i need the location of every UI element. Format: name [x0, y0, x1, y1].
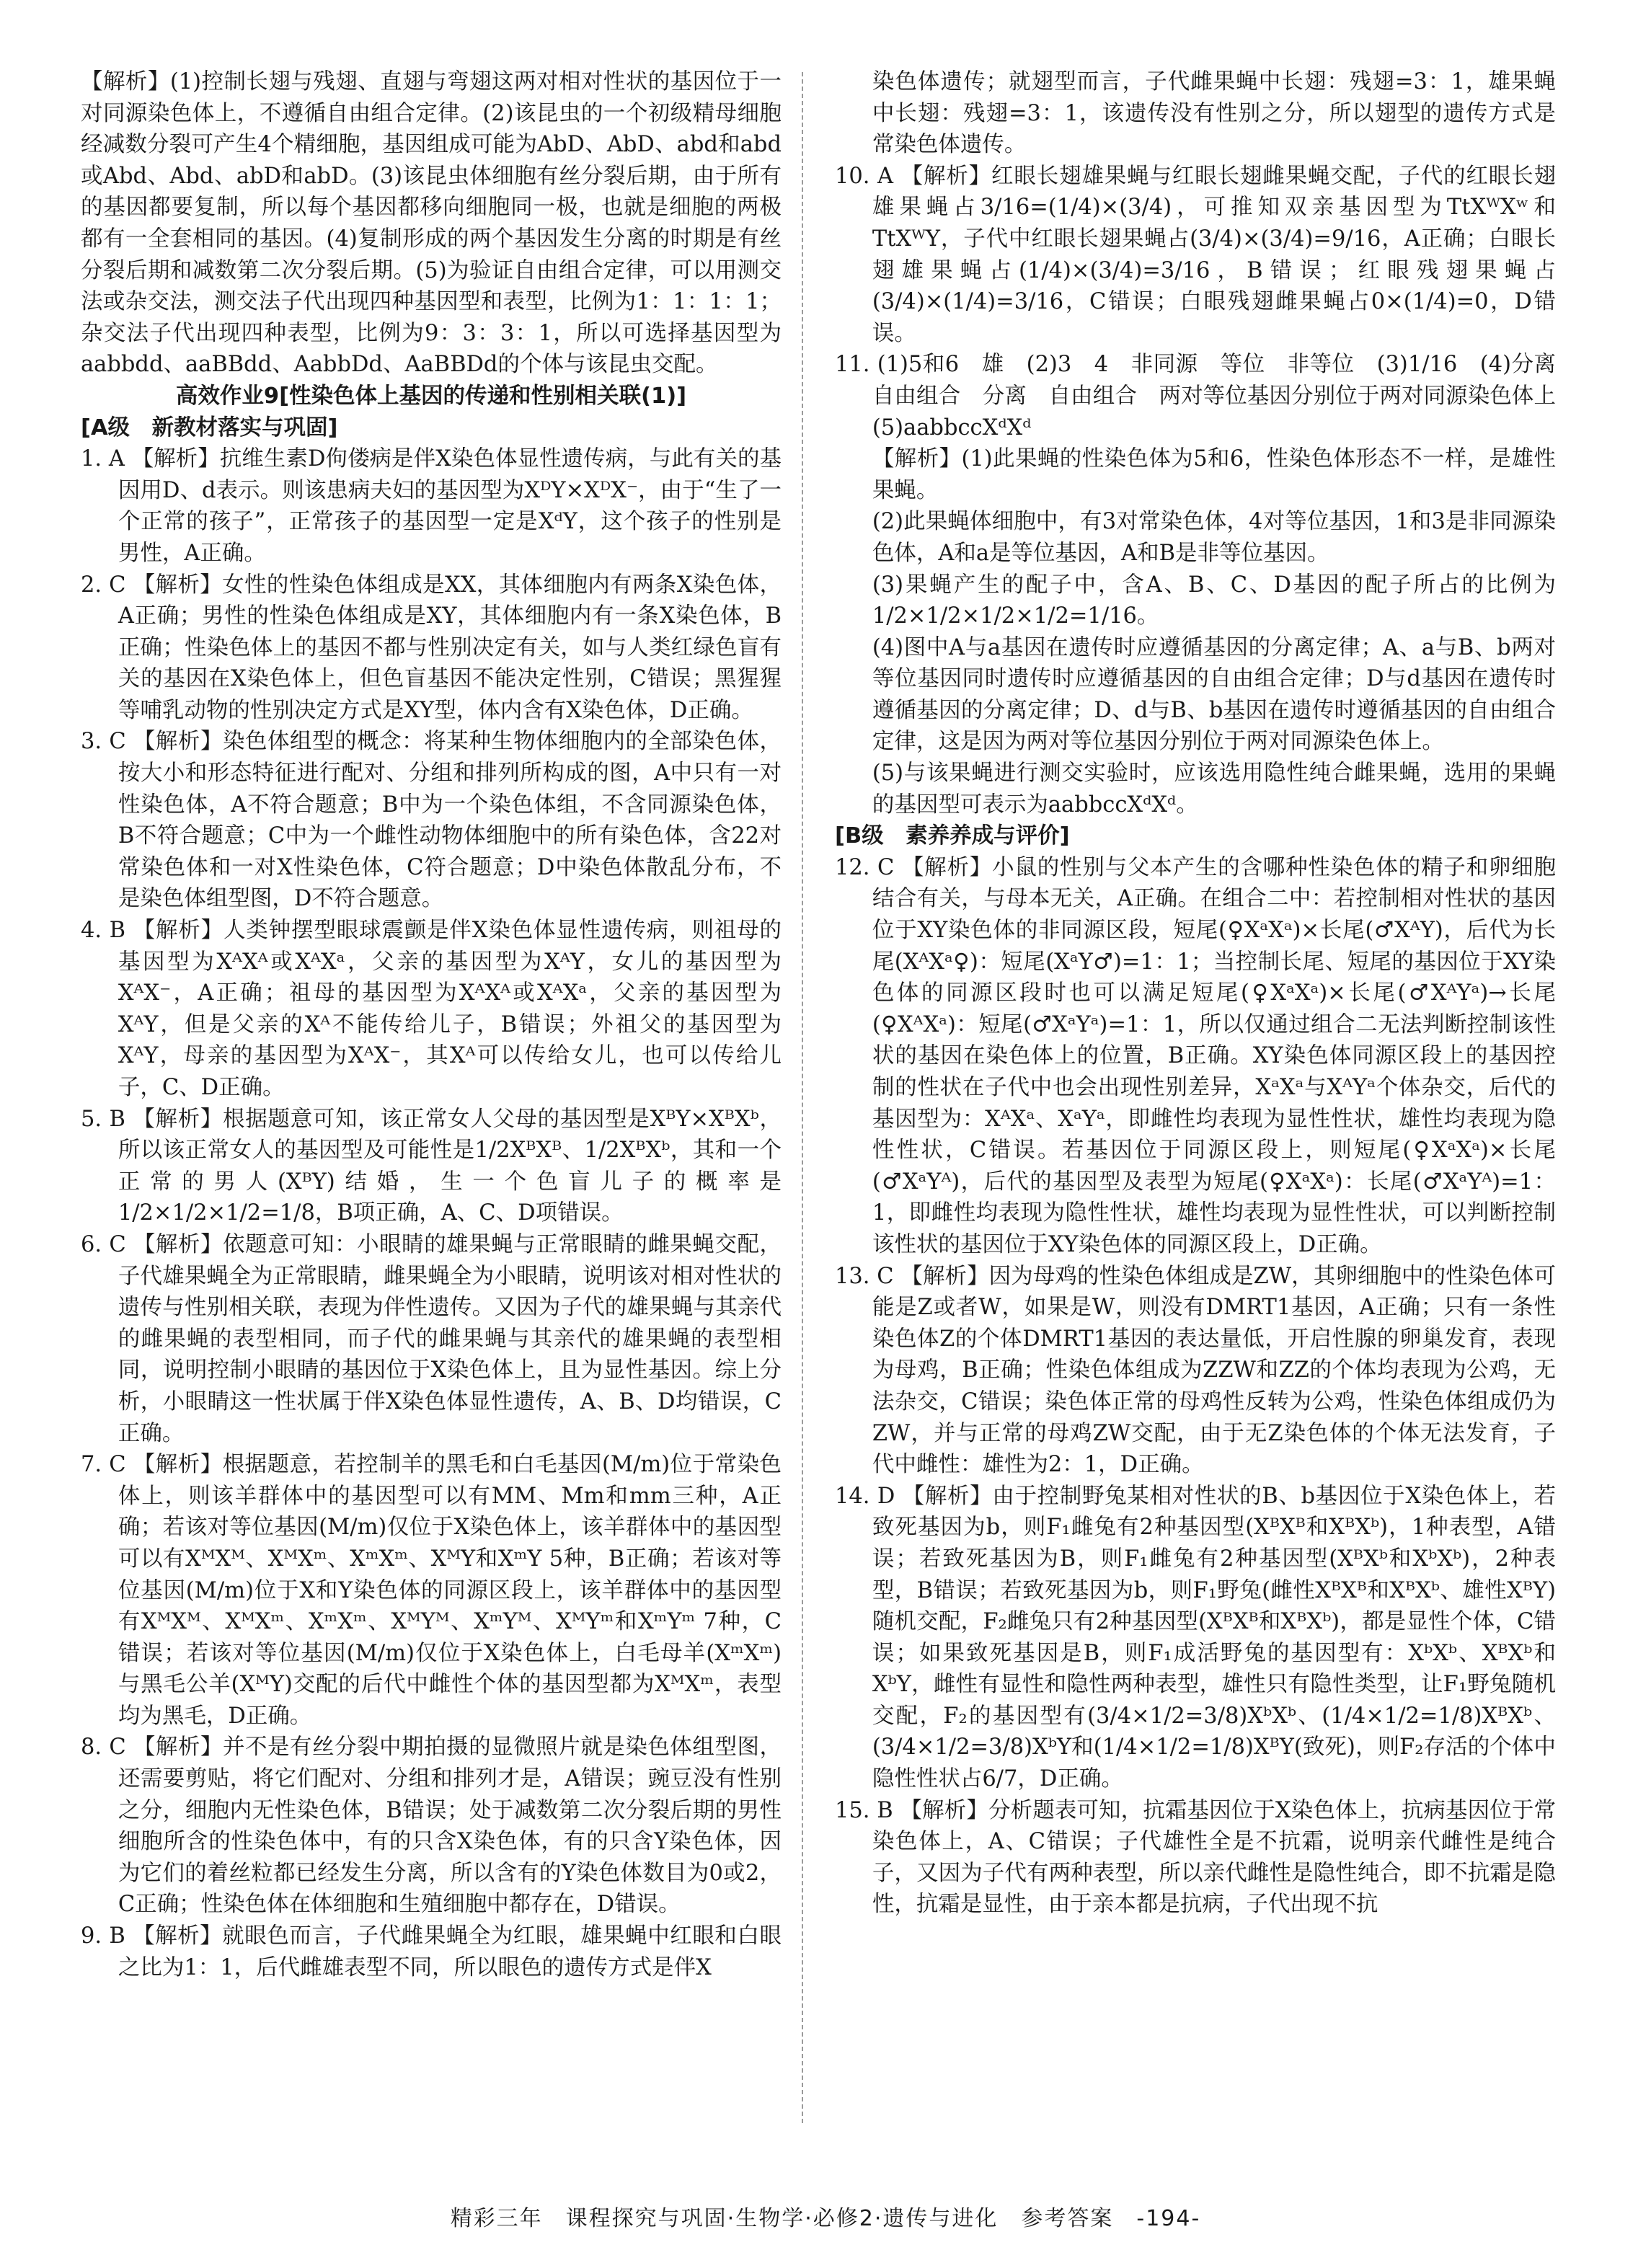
level-b-heading: [B级 素养养成与评价] — [835, 823, 1070, 849]
answer-11-analysis-3: (3)果蝇产生的配子中，含A、B、C、D基因的配子所占的比例为1/2×1/2×1/2×1/2=1/16。 — [872, 572, 1556, 629]
answer-15: 15. B 【解析】分析题表可知，抗霜基因位于X染色体上，抗病基因位于常染色体上，A、C错误；子代雄性全是不抗霜，说明亲代雌性是纯合子，又因为子代有两种表型，所以亲代雌性是隐性纯合，即不抗霜是隐性，抗霜是显性，由于亲本都是抗病，子代出现不抗 — [835, 1797, 1556, 1918]
level-a-heading: [A级 新教材落实与巩固] — [81, 415, 338, 440]
page-footer: 精彩三年 课程探究与巩固·生物学·必修2·遗传与进化 参考答案 -194- — [450, 2206, 1201, 2231]
left-column — [81, 66, 782, 1983]
answer-9: 9. B 【解析】就眼色而言，子代雌果蝇全为红眼，雄果蝇中红眼和白眼之比为1：1，后代雌雄表型不同，所以眼色的遗传方式是伴X — [81, 1923, 782, 1980]
answer-11-analysis-5: (5)与该果蝇进行测交实验时，应该选用隐性纯合雌果蝇，选用的果蝇的基因型可表示为aabbccXᵈXᵈ。 — [872, 761, 1556, 818]
section-title: 高效作业9[性染色体上基因的传递和性别相关联(1)] — [175, 383, 687, 409]
answer-6: 6. C 【解析】依题意可知：小眼睛的雄果蝇与正常眼睛的雌果蝇交配，子代雄果蝇全为正常眼睛，雌果蝇全为小眼睛，说明该对相对性状的遗传与性别相关联，表现为伴性遗传。又因为子代的雄果蝇与其亲代的雌果蝇的表型相同，而子代的雌果蝇与其亲代的雄果蝇的表型相同，说明控制小眼睛的基因位于X染色体上，且为显性基因。综上分析，小眼睛这一性状属于伴X染色体显性遗传，A、B、D均错误，C正确。 — [81, 1231, 782, 1446]
answer-3: 3. C 【解析】染色体组型的概念：将某种生物体细胞内的全部染色体，按大小和形态特征进行配对、分组和排列所构成的图，A中只有一对性染色体，A不符合题意；B中为一个染色体组，不含同源染色体，B不符合题意；C中为一个雌性动物体细胞中的所有染色体，含22对常染色体和一对X性染色体，C符合题意；D中染色体散乱分布，不是染色体组型图，D不符合题意。 — [81, 729, 782, 912]
answer-9-continued: 染色体遗传；就翅型而言，子代雌果蝇中长翅：残翅=3：1，雄果蝇中长翅：残翅=3：1，该遗传没有性别之分，所以翅型的遗传方式是常染色体遗传。 — [872, 69, 1556, 158]
column-divider — [802, 72, 803, 2123]
answer-12: 12. C 【解析】小鼠的性别与父本产生的含哪种性染色体的精子和卵细胞结合有关，与母本无关，A正确。在组合二中：若控制相对性状的基因位于XY染色体的非同源区段，短尾(♀XᵃXᵃ)×长尾(♂XᴬY)，后代为长尾(XᴬXᵃ♀)：短尾(XᵃY♂)=1：1；当控制长尾、短尾的基因位于XY染色体的同源区段时也可以满足短尾(♀XᵃXᵃ)×长尾(♂XᴬYᵃ)→长尾(♀XᴬXᵃ)：短尾(♂XᵃYᵃ)=1：1，所以仅通过组合二无法判断控制该性状的基因在染色体上的位置，B正确。XY染色体同源区段上的基因控制的性状在子代中也会出现性别差异，XᵃXᵃ与XᴬYᵃ个体杂交，后代的基因型为：XᴬXᵃ、XᵃYᵃ，即雌性均表现为显性性状，雄性均表现为隐性性状，C错误。若基因位于同源区段上，则短尾(♀XᵃXᵃ)×长尾(♂XᵃYᴬ)，后代的基因型及表型为短尾(♀XᵃXᵃ)：长尾(♂XᵃYᴬ)=1：1，即雌性均表现为隐性性状，雄性均表现为显性性状，可以判断控制该性状的基因位于XY染色体的同源区段上，D正确。 — [835, 854, 1556, 1257]
answer-2: 2. C 【解析】女性的性染色体组成是XX，其体细胞内有两条X染色体，A正确；男性的性染色体组成是XY，其体细胞内有一条X染色体，B正确；性染色体上的基因不都与性别决定有关，如与人类红绿色盲有关的基因在X染色体上，但色盲基因不能决定性别，C错误；黑猩猩等哺乳动物的性别决定方式是XY型，体内含有X染色体，D正确。 — [81, 572, 782, 723]
answer-8: 8. C 【解析】并不是有丝分裂中期拍摄的显微照片就是染色体组型图，还需要剪贴，将它们配对、分组和排列才是，A错误；豌豆没有性别之分，细胞内无性染色体，B错误；处于减数第二次分裂后期的男性细胞所含的性染色体中，有的只含X染色体，有的只含Y染色体，因为它们的着丝粒都已经发生分离，所以含有的Y染色体数目为0或2，C正确；性染色体在体细胞和生殖细胞中都存在，D错误。 — [81, 1735, 782, 1918]
answer-5: 5. B 【解析】根据题意可知，该正常女人父母的基因型是XᴮY×XᴮXᵇ，所以该正常女人的基因型及可能性是1/2XᴮXᴮ、1/2XᴮXᵇ，其和一个正常的男人(XᴮY)结婚，生一个色盲儿子的概率是1/2×1/2×1/2=1/8，B项正确，A、C、D项错误。 — [81, 1106, 782, 1226]
answer-10: 10. A 【解析】红眼长翅雄果蝇与红眼长翅雌果蝇交配，子代的红眼长翅雄果蝇占3/16=(1/4)×(3/4)，可推知双亲基因型为TtXᵂXʷ和TtXᵂY，子代中红眼长翅果蝇占(3/4)×(3/4)=9/16，A正确；白眼长翅雄果蝇占(1/4)×(3/4)=3/16，B错误；红眼残翅果蝇占(3/4)×(1/4)=3/16，C错误；白眼残翅雌果蝇占0×(1/4)=0，D错误。 — [835, 163, 1556, 346]
answer-11-analysis-1: 【解析】(1)此果蝇的性染色体为5和6，性染色体形态不一样，是雄性果蝇。 — [872, 446, 1556, 503]
right-column — [835, 66, 1578, 1921]
answer-13: 13. C 【解析】因为母鸡的性染色体组成是ZW，其卵细胞中的性染色体可能是Z或者W，如果是W，则没有DMRT1基因，A正确；只有一条性染色体Z的个体DMRT1基因的表达量低，开启性腺的卵巢发育，表现为母鸡，B正确；性染色体组成为ZZW和ZZ的个体均表现为公鸡，无法杂交，C错误；染色体正常的母鸡性反转为公鸡，性染色体组成仍为ZW，并与正常的母鸡ZW交配，由于无Z染色体的个体无法发育，子代中雌性：雄性为2：1，D正确。 — [835, 1263, 1556, 1478]
answer-4: 4. B 【解析】人类钟摆型眼球震颤是伴X染色体显性遗传病，则祖母的基因型为XᴬXᴬ或XᴬXᵃ，父亲的基因型为XᴬY，女儿的基因型为XᴬX⁻，A正确；祖母的基因型为XᴬXᴬ或XᴬXᵃ，父亲的基因型为XᴬY，但是父亲的Xᴬ不能传给儿子，B错误；外祖父的基因型为XᴬY，母亲的基因型为XᴬX⁻，其Xᴬ可以传给女儿，也可以传给儿子，C、D正确。 — [81, 918, 782, 1100]
answer-11-analysis-4: (4)图中A与a基因在遗传时应遵循基因的分离定律；A、a与B、b两对等位基因同时遗传时应遵循基因的自由组合定律；D与d基因在遗传时遵循基因的分离定律；D、d与B、b基因在遗传时遵循基因的自由组合定律，这是因为两对等位基因分别位于两对同源染色体上。 — [872, 634, 1556, 755]
analysis-prev-question: 【解析】(1)控制长翅与残翅、直翅与弯翅这两对相对性状的基因位于一对同源染色体上，不遵循自由组合定律。(2)该昆虫的一个初级精母细胞经减数分裂可产生4个精细胞，基因组成可能为AbD、AbD、abd和abd或Abd、Abd、abD和abD。(3)该昆虫体细胞有丝分裂后期，由于所有的基因都要复制，所以每个基因都移向细胞同一极，也就是细胞的两极都有一全套相同的基因。(4)复制形成的两个基因发生分离的时期是有丝分裂后期和减数第二次分裂后期。(5)为验证自由组合定律，可以用测交法或杂交法，测交法子代出现四种基因型和表型，比例为1：1：1：1；杂交法子代出现四种表型，比例为9：3：3：1，所以可选择基因型为aabbdd、aaBBdd、AabbDd、AaBBDd的个体与该昆虫交配。 — [81, 69, 782, 378]
answer-1: 1. A 【解析】抗维生素D佝偻病是伴X染色体显性遗传病，与此有关的基因用D、d表示。则该患病夫妇的基因型为XᴰY×XᴰX⁻，由于“生了一个正常的孩子”，正常孩子的基因型一定是XᵈY，这个孩子的性别是男性，A正确。 — [81, 446, 782, 566]
answer-14: 14. D 【解析】由于控制野兔某相对性状的B、b基因位于X染色体上，若致死基因为b，则F₁雌兔有2种基因型(XᴮXᴮ和XᴮXᵇ)，1种表型，A错误；若致死基因为B，则F₁雌兔有2种基因型(XᴮXᵇ和XᵇXᵇ)，2种表型，B错误；若致死基因为b，则F₁野兔(雌性XᴮXᴮ和XᴮXᵇ、雄性XᴮY)随机交配，F₂雌兔只有2种基因型(XᴮXᴮ和XᴮXᵇ)，都是显性个体，C错误；如果致死基因是B，则F₁成活野兔的基因型有：XᵇXᵇ、XᴮXᵇ和XᵇY，雌性有显性和隐性两种表型，雄性只有隐性类型，让F₁野兔随机交配，F₂的基因型有(3/4×1/2=3/8)XᵇXᵇ、(1/4×1/2=1/8)XᴮXᵇ、(3/4×1/2=3/8)XᵇY和(1/4×1/2=1/8)XᴮY(致死)，则F₂存活的个体中隐性性状占6/7，D正确。 — [835, 1483, 1556, 1792]
answer-11-analysis-2: (2)此果蝇体细胞中，有3对常染色体，4对等位基因，1和3是非同源染色体，A和a是等位基因，A和B是非等位基因。 — [872, 509, 1556, 566]
answer-11: 11. (1)5和6 雄 (2)3 4 非同源 等位 非等位 (3)1/16 (4)分离 自由组合 分离 自由组合 两对等位基因分别位于两对同源染色体上 (5)aabbccXᵈXᵈ — [835, 352, 1578, 440]
answer-7: 7. C 【解析】根据题意，若控制羊的黑毛和白毛基因(M/m)位于常染色体上，则该羊群体中的基因型可以有MM、Mm和mm三种，A正确；若该对等位基因(M/m)仅位于X染色体上，该羊群体中的基因型可以有XᴹXᴹ、XᴹXᵐ、XᵐXᵐ、XᴹY和XᵐY 5种，B正确；若该对等位基因(M/m)位于X和Y染色体的同源区段上，该羊群体中的基因型有XᴹXᴹ、XᴹXᵐ、XᵐXᵐ、XᴹYᴹ、XᵐYᴹ、XᴹYᵐ和XᵐYᵐ 7种，C错误；若该对等位基因(M/m)仅位于X染色体上，白毛母羊(XᵐXᵐ)与黑毛公羊(XᴹY)交配的后代中雌性个体的基因型都为XᴹXᵐ，表型均为黑毛，D正确。 — [81, 1452, 782, 1729]
